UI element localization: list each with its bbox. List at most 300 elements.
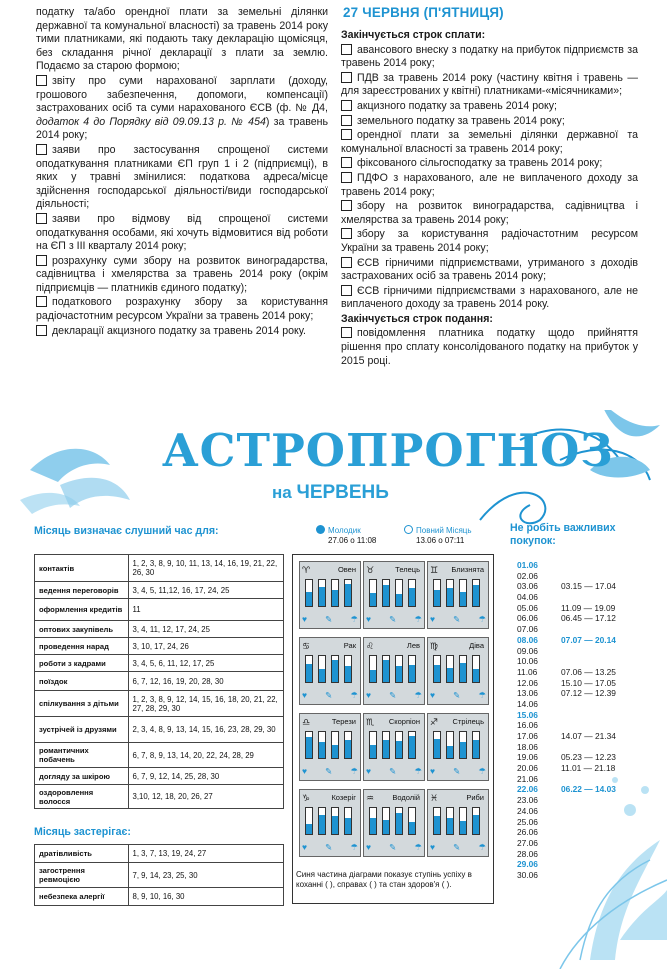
level-bar <box>446 579 454 607</box>
item-text: звіту про суми нарахованої зарплати (доходу, грошового забезпечення, допомоги, компенсації) застрахованих осіб та суми нарахованого ЄСВ (ф. № Д4, <box>36 74 328 115</box>
astro-subtitle-month: ЧЕРВЕНЬ <box>296 482 389 503</box>
level-bar <box>382 731 390 759</box>
love-icon: ♥ <box>430 614 436 624</box>
level-fill <box>434 665 440 682</box>
level-fill <box>370 818 376 834</box>
day-date: 01.06 <box>517 560 538 570</box>
zodiac-cell <box>427 713 489 781</box>
day-date: 21.06 <box>517 773 538 784</box>
row-label: оптових закупівель <box>35 621 129 638</box>
full-moon-label: Повний Місяць <box>416 526 472 535</box>
business-icon: ✎ <box>389 841 397 852</box>
day-range: 11.09 — 19.09 <box>561 602 616 613</box>
day-date: 17.06 <box>517 731 538 741</box>
day-date: 10.06 <box>517 656 538 667</box>
left-item <box>36 75 328 143</box>
day-date: 24.06 <box>517 805 538 816</box>
full-moon-value: 13.06 о 07:11 <box>416 536 465 545</box>
zodiac-cell <box>363 713 425 781</box>
day-range: 14.07 — 21.34 <box>561 731 616 741</box>
zodiac-cell <box>363 561 425 629</box>
day-row <box>515 720 645 731</box>
level-fill <box>370 593 376 606</box>
checkbox[interactable] <box>36 255 47 266</box>
zodiac-sign-icon: ♎ <box>302 717 311 727</box>
row-label: оздоровлення волосся <box>35 785 129 809</box>
zodiac-cell <box>427 561 489 629</box>
level-fill <box>434 739 440 759</box>
full-moon-legend <box>404 525 472 546</box>
level-fill <box>434 816 440 834</box>
icon-row <box>430 840 486 854</box>
right-column <box>341 28 638 369</box>
payment-item <box>341 200 638 227</box>
day-range: 15.10 — 17.05 <box>561 677 616 688</box>
level-bar <box>446 807 454 835</box>
day-row <box>515 624 645 635</box>
zodiac-cell <box>363 637 425 705</box>
day-row <box>515 635 645 646</box>
icon-row <box>302 764 358 778</box>
zodiac-name: Діва <box>469 641 484 650</box>
zodiac-cell <box>299 561 361 629</box>
level-fill <box>345 818 351 834</box>
level-fill <box>383 820 389 834</box>
level-fill <box>319 815 325 835</box>
level-fill <box>396 594 402 606</box>
health-icon: ☂ <box>478 765 486 776</box>
level-fill <box>370 745 376 758</box>
day-range: 07.07 — 20.14 <box>561 634 616 645</box>
zodiac-grid <box>292 554 494 904</box>
row-label: спілкування з дітьми <box>35 691 129 717</box>
level-bar <box>318 579 326 607</box>
row-days: 6, 7, 12, 16, 19, 20, 28, 30 <box>128 672 284 691</box>
row-days: 7, 9, 14, 23, 25, 30 <box>128 863 284 888</box>
health-icon: ☂ <box>350 841 358 852</box>
level-bar <box>369 579 377 607</box>
icon-row <box>430 764 486 778</box>
level-bar <box>344 807 352 835</box>
day-row <box>515 742 645 753</box>
zodiac-cell <box>299 789 361 857</box>
icon-row <box>366 840 422 854</box>
table-row <box>35 691 284 717</box>
icon-row <box>302 612 358 626</box>
checkbox[interactable] <box>341 327 352 338</box>
intro-text: податку та/або орендної плати за земельні ділянки державної та комунальної власності) за травень 2014 року тими платниками, які подають таку декларацію щомісяця, без складання річної декларації з плати за землю. Подаємо за старою формою; <box>36 6 328 73</box>
level-fill <box>447 746 453 758</box>
bar-group <box>369 731 423 759</box>
day-date: 09.06 <box>517 645 538 656</box>
left-items-list <box>36 75 328 338</box>
level-bar <box>395 579 403 607</box>
level-fill <box>396 813 402 834</box>
love-icon: ♥ <box>430 842 436 852</box>
table-row <box>35 717 284 743</box>
level-fill <box>409 665 415 682</box>
row-days: 1, 2, 3, 8, 9, 12, 14, 15, 16, 18, 20, 21, 22, 27, 28, 29, 30 <box>128 691 284 717</box>
health-icon: ☂ <box>478 689 486 700</box>
day-date: 23.06 <box>517 795 538 806</box>
bar-group <box>433 731 487 759</box>
level-bar <box>305 731 313 759</box>
business-icon: ✎ <box>453 689 461 700</box>
table-row <box>35 582 284 599</box>
day-range: 06.45 — 17.12 <box>561 613 616 624</box>
payment-item <box>341 285 638 312</box>
day-row <box>515 571 645 582</box>
level-fill <box>370 670 376 682</box>
checkbox[interactable] <box>341 200 352 211</box>
zodiac-cell <box>427 637 489 705</box>
bar-group <box>305 807 359 835</box>
business-icon: ✎ <box>325 613 333 624</box>
row-days: 6, 7, 9, 12, 14, 25, 28, 30 <box>128 768 284 785</box>
no-purchases-list <box>515 560 645 881</box>
level-bar <box>331 655 339 683</box>
day-date: 18.06 <box>517 741 538 752</box>
day-date: 08.06 <box>517 634 538 645</box>
business-icon: ✎ <box>325 765 333 776</box>
business-icon: ✎ <box>325 689 333 700</box>
business-icon: ✎ <box>389 613 397 624</box>
level-fill <box>460 592 466 606</box>
level-fill <box>409 822 415 834</box>
item-text: ПДФО з нарахованого, але не виплаченого доходу за травень 2014 року; <box>341 171 638 198</box>
day-date: 11.06 <box>517 666 538 677</box>
level-bar <box>305 579 313 607</box>
level-bar <box>305 655 313 683</box>
payment-item <box>341 257 638 284</box>
zodiac-name: Телець <box>395 565 420 574</box>
left-item <box>36 255 328 296</box>
item-text: ЄСВ гірничими підприємствами, утриманого з доходів застрахованих осіб за травень 2014 року; <box>341 256 638 283</box>
level-fill <box>396 741 402 758</box>
day-date: 12.06 <box>517 677 538 688</box>
day-row <box>515 667 645 678</box>
day-row <box>515 784 645 795</box>
day-row <box>515 613 645 624</box>
day-date: 14.06 <box>517 698 538 709</box>
level-fill <box>473 740 479 758</box>
zodiac-sign-icon: ♏ <box>366 717 375 727</box>
payment-item <box>341 228 638 255</box>
row-days: 1, 3, 7, 13, 19, 24, 27 <box>128 845 284 863</box>
zodiac-name: Водолій <box>392 793 420 802</box>
level-bar <box>344 731 352 759</box>
day-date: 03.06 <box>517 581 538 592</box>
row-days: 3, 4, 5, 11,12, 16, 17, 24, 25 <box>128 582 284 599</box>
level-bar <box>459 807 467 835</box>
icon-row <box>430 612 486 626</box>
payment-item <box>341 129 638 156</box>
item-text: заяви про відмову від спрощеної системи оподаткування особами, які хочуть відмовитися від роботи на ЄП з III кварталу 2014 року; <box>36 212 328 253</box>
bar-group <box>305 731 359 759</box>
checkbox[interactable] <box>341 44 352 55</box>
zodiac-name: Риби <box>466 793 484 802</box>
checkbox[interactable] <box>36 75 47 86</box>
checkbox[interactable] <box>36 296 47 307</box>
payments-heading: Закінчується строк сплати: <box>341 29 486 41</box>
favorable-table <box>34 554 284 809</box>
day-row <box>515 849 645 860</box>
day-date: 20.06 <box>517 763 538 774</box>
astro-subtitle <box>272 482 389 504</box>
zodiac-sign-icon: ♌ <box>366 641 375 651</box>
love-icon: ♥ <box>302 842 308 852</box>
row-days: 8, 9, 10, 16, 30 <box>128 888 284 906</box>
table-row <box>35 672 284 691</box>
row-label: догляду за шкірою <box>35 768 129 785</box>
row-label: поїздок <box>35 672 129 691</box>
grid-legend-text: Синя частина діаграми показує ступінь успіху в коханні ( ), справах ( ) та стан здоров'я ( ). <box>296 870 472 889</box>
row-label: оформлення кредитів <box>35 599 129 621</box>
love-icon: ♥ <box>302 614 308 624</box>
love-icon: ♥ <box>366 690 372 700</box>
icon-row <box>366 688 422 702</box>
level-bar <box>305 807 313 835</box>
table-row <box>35 743 284 768</box>
day-date: 22.06 <box>517 784 538 795</box>
level-bar <box>472 731 480 759</box>
row-days: 3, 10, 17, 24, 26 <box>128 638 284 655</box>
bar-group <box>369 655 423 683</box>
level-bar <box>395 807 403 835</box>
level-bar <box>459 731 467 759</box>
row-label: зустрічей із друзями <box>35 717 129 743</box>
level-fill <box>434 590 440 606</box>
icon-row <box>366 764 422 778</box>
zodiac-name: Близнята <box>451 565 484 574</box>
level-fill <box>306 824 312 834</box>
level-bar <box>459 579 467 607</box>
left-column <box>36 6 328 339</box>
favorable-heading: Місяць визначає слушний час для: <box>34 525 219 537</box>
item-text: орендної плати за земельні ділянки державної та комунальної власності за травень 2014 року; <box>341 129 638 155</box>
level-bar <box>331 579 339 607</box>
level-bar <box>433 807 441 835</box>
grid-legend <box>296 870 492 890</box>
level-bar <box>472 807 480 835</box>
checkbox[interactable] <box>36 144 47 155</box>
no-purchases-heading: Не робіть важливих покупок: <box>510 522 616 547</box>
checkbox[interactable] <box>36 325 47 336</box>
level-bar <box>382 655 390 683</box>
checkbox[interactable] <box>36 213 47 224</box>
level-fill <box>319 669 325 682</box>
level-fill <box>460 742 466 758</box>
checkbox[interactable] <box>341 257 352 268</box>
level-bar <box>331 731 339 759</box>
day-row <box>515 838 645 849</box>
zodiac-cell <box>299 637 361 705</box>
zodiac-name: Овен <box>337 565 356 574</box>
item-text: декларації акцизного податку за травень 2014 року. <box>52 324 306 337</box>
icon-row <box>366 612 422 626</box>
level-bar <box>433 655 441 683</box>
checkbox[interactable] <box>341 157 352 168</box>
day-date: 26.06 <box>517 827 538 838</box>
level-fill <box>332 745 338 758</box>
icon-row <box>430 688 486 702</box>
love-icon: ♥ <box>366 614 372 624</box>
checkbox[interactable] <box>341 115 352 126</box>
day-date: 07.06 <box>517 624 538 635</box>
level-bar <box>344 579 352 607</box>
icon-row <box>302 688 358 702</box>
checkbox[interactable] <box>341 72 352 83</box>
day-date: 30.06 <box>517 869 538 880</box>
bar-group <box>369 807 423 835</box>
full-moon-icon <box>404 525 413 534</box>
health-icon: ☂ <box>350 765 358 776</box>
new-moon-value: 27.06 о 11:08 <box>328 536 377 545</box>
left-item <box>36 325 328 339</box>
left-item <box>36 144 328 212</box>
day-range: 03.15 — 17.04 <box>561 581 616 592</box>
day-range: 07.06 — 13.25 <box>561 666 616 677</box>
new-moon-label: Молодик <box>328 526 361 535</box>
row-label: проведення нарад <box>35 638 129 655</box>
business-icon: ✎ <box>389 689 397 700</box>
level-fill <box>345 740 351 758</box>
zodiac-sign-icon: ♋ <box>302 641 311 651</box>
level-fill <box>306 592 312 606</box>
level-fill <box>473 815 479 835</box>
day-row <box>515 859 645 870</box>
level-bar <box>318 655 326 683</box>
business-icon: ✎ <box>453 765 461 776</box>
bar-group <box>433 655 487 683</box>
business-icon: ✎ <box>325 841 333 852</box>
love-icon: ♥ <box>302 690 308 700</box>
day-date: 27.06 <box>517 837 538 848</box>
day-row <box>515 678 645 689</box>
level-fill <box>345 666 351 682</box>
table-row <box>35 785 284 809</box>
level-bar <box>369 655 377 683</box>
day-row <box>515 731 645 742</box>
bar-group <box>305 655 359 683</box>
table-row <box>35 621 284 638</box>
filing-item <box>341 327 638 368</box>
day-row <box>515 827 645 838</box>
row-label: дратівливість <box>35 845 129 863</box>
day-date: 28.06 <box>517 848 538 859</box>
row-days: 1, 2, 3, 8, 9, 10, 11, 13, 14, 16, 19, 21, 22, 26, 30 <box>128 555 284 582</box>
item-text: авансового внеску з податку на прибуток підприємств за травень 2014 року; <box>341 43 638 70</box>
day-row <box>515 592 645 603</box>
level-fill <box>460 821 466 834</box>
level-bar <box>446 655 454 683</box>
checkbox[interactable] <box>341 172 352 183</box>
day-date: 13.06 <box>517 688 538 699</box>
item-text: заяви про застосування спрощеної системи оподаткування платниками ЄП груп 1 і 2 (підприємці), в яких у травні змінилися: податкова адреса/місце здійснення господарської діяльності/види господарської діяльності; <box>36 143 328 211</box>
day-row <box>515 806 645 817</box>
row-label: небезпека алергії <box>35 888 129 906</box>
zodiac-sign-icon: ♍ <box>430 641 439 651</box>
day-row <box>515 646 645 657</box>
day-range: 05.23 — 12.23 <box>561 752 616 763</box>
zodiac-sign-icon: ♑ <box>302 793 311 803</box>
item-text: акцизного податку за травень 2014 року; <box>357 99 557 112</box>
zodiac-name: Лев <box>406 641 420 650</box>
day-date: 15.06 <box>517 709 538 720</box>
level-bar <box>408 807 416 835</box>
level-bar <box>344 655 352 683</box>
row-days: 11 <box>128 599 284 621</box>
filing-heading: Закінчується строк подання: <box>341 312 493 325</box>
level-bar <box>408 655 416 683</box>
health-icon: ☂ <box>414 765 422 776</box>
level-bar <box>408 731 416 759</box>
astro-title: АСТРОПРОГНОЗ <box>162 424 614 477</box>
level-fill <box>447 818 453 834</box>
zodiac-sign-icon: ♒ <box>366 793 375 803</box>
table-row <box>35 555 284 582</box>
zodiac-sign-icon: ♉ <box>366 565 375 575</box>
payment-item <box>341 44 638 71</box>
day-row <box>515 699 645 710</box>
love-icon: ♥ <box>430 690 436 700</box>
love-icon: ♥ <box>366 766 372 776</box>
level-fill <box>447 668 453 682</box>
level-bar <box>446 731 454 759</box>
item-text: розрахунку суми збору на розвиток виноградарства, садівництва і хмелярства за травень 2014 року (окрім підприємців — платників єдиного податку); <box>36 254 328 294</box>
row-days: 3, 4, 11, 12, 17, 24, 25 <box>128 621 284 638</box>
level-fill <box>383 585 389 606</box>
row-label: загострення ревмоцією <box>35 863 129 888</box>
checkbox[interactable] <box>341 100 352 111</box>
checkbox[interactable] <box>341 129 352 140</box>
icon-row <box>302 840 358 854</box>
level-fill <box>332 660 338 682</box>
health-icon: ☂ <box>350 613 358 624</box>
day-range: 06.22 — 14.03 <box>561 784 616 795</box>
health-icon: ☂ <box>350 689 358 700</box>
zodiac-sign-icon: ♊ <box>430 565 439 575</box>
astro-subtitle-prefix: на <box>272 483 292 502</box>
health-icon: ☂ <box>478 613 486 624</box>
payment-item <box>341 157 638 171</box>
item-italic: додаток 4 до Порядку від 09.09.13 р. № 454 <box>36 115 266 128</box>
table-row <box>35 863 284 888</box>
business-icon: ✎ <box>389 765 397 776</box>
zodiac-sign-icon: ♐ <box>430 717 439 727</box>
payment-item <box>341 100 638 114</box>
day-date: 25.06 <box>517 816 538 827</box>
level-bar <box>459 655 467 683</box>
level-bar <box>369 807 377 835</box>
checkbox[interactable] <box>341 228 352 239</box>
row-days: 3,10, 12, 18, 20, 26, 27 <box>128 785 284 809</box>
item-text: ЄСВ гірничими підприємствами з нарахованого, але не виплаченого доходу за травень 2014 року. <box>341 284 638 311</box>
zodiac-sign-icon: ♈ <box>302 565 311 575</box>
level-fill <box>306 664 312 682</box>
day-row <box>515 763 645 774</box>
level-bar <box>472 579 480 607</box>
health-icon: ☂ <box>414 841 422 852</box>
item-text: ПДВ за травень 2014 року (частину квітня і травень — для зареєстрованих у квітні) платниками-«місячниками»; <box>341 71 638 98</box>
zodiac-cell <box>299 713 361 781</box>
love-icon: ♥ <box>302 766 308 776</box>
payment-item <box>341 72 638 99</box>
zodiac-name: Козеріг <box>331 793 356 802</box>
level-bar <box>395 731 403 759</box>
level-bar <box>318 731 326 759</box>
checkbox[interactable] <box>341 285 352 296</box>
